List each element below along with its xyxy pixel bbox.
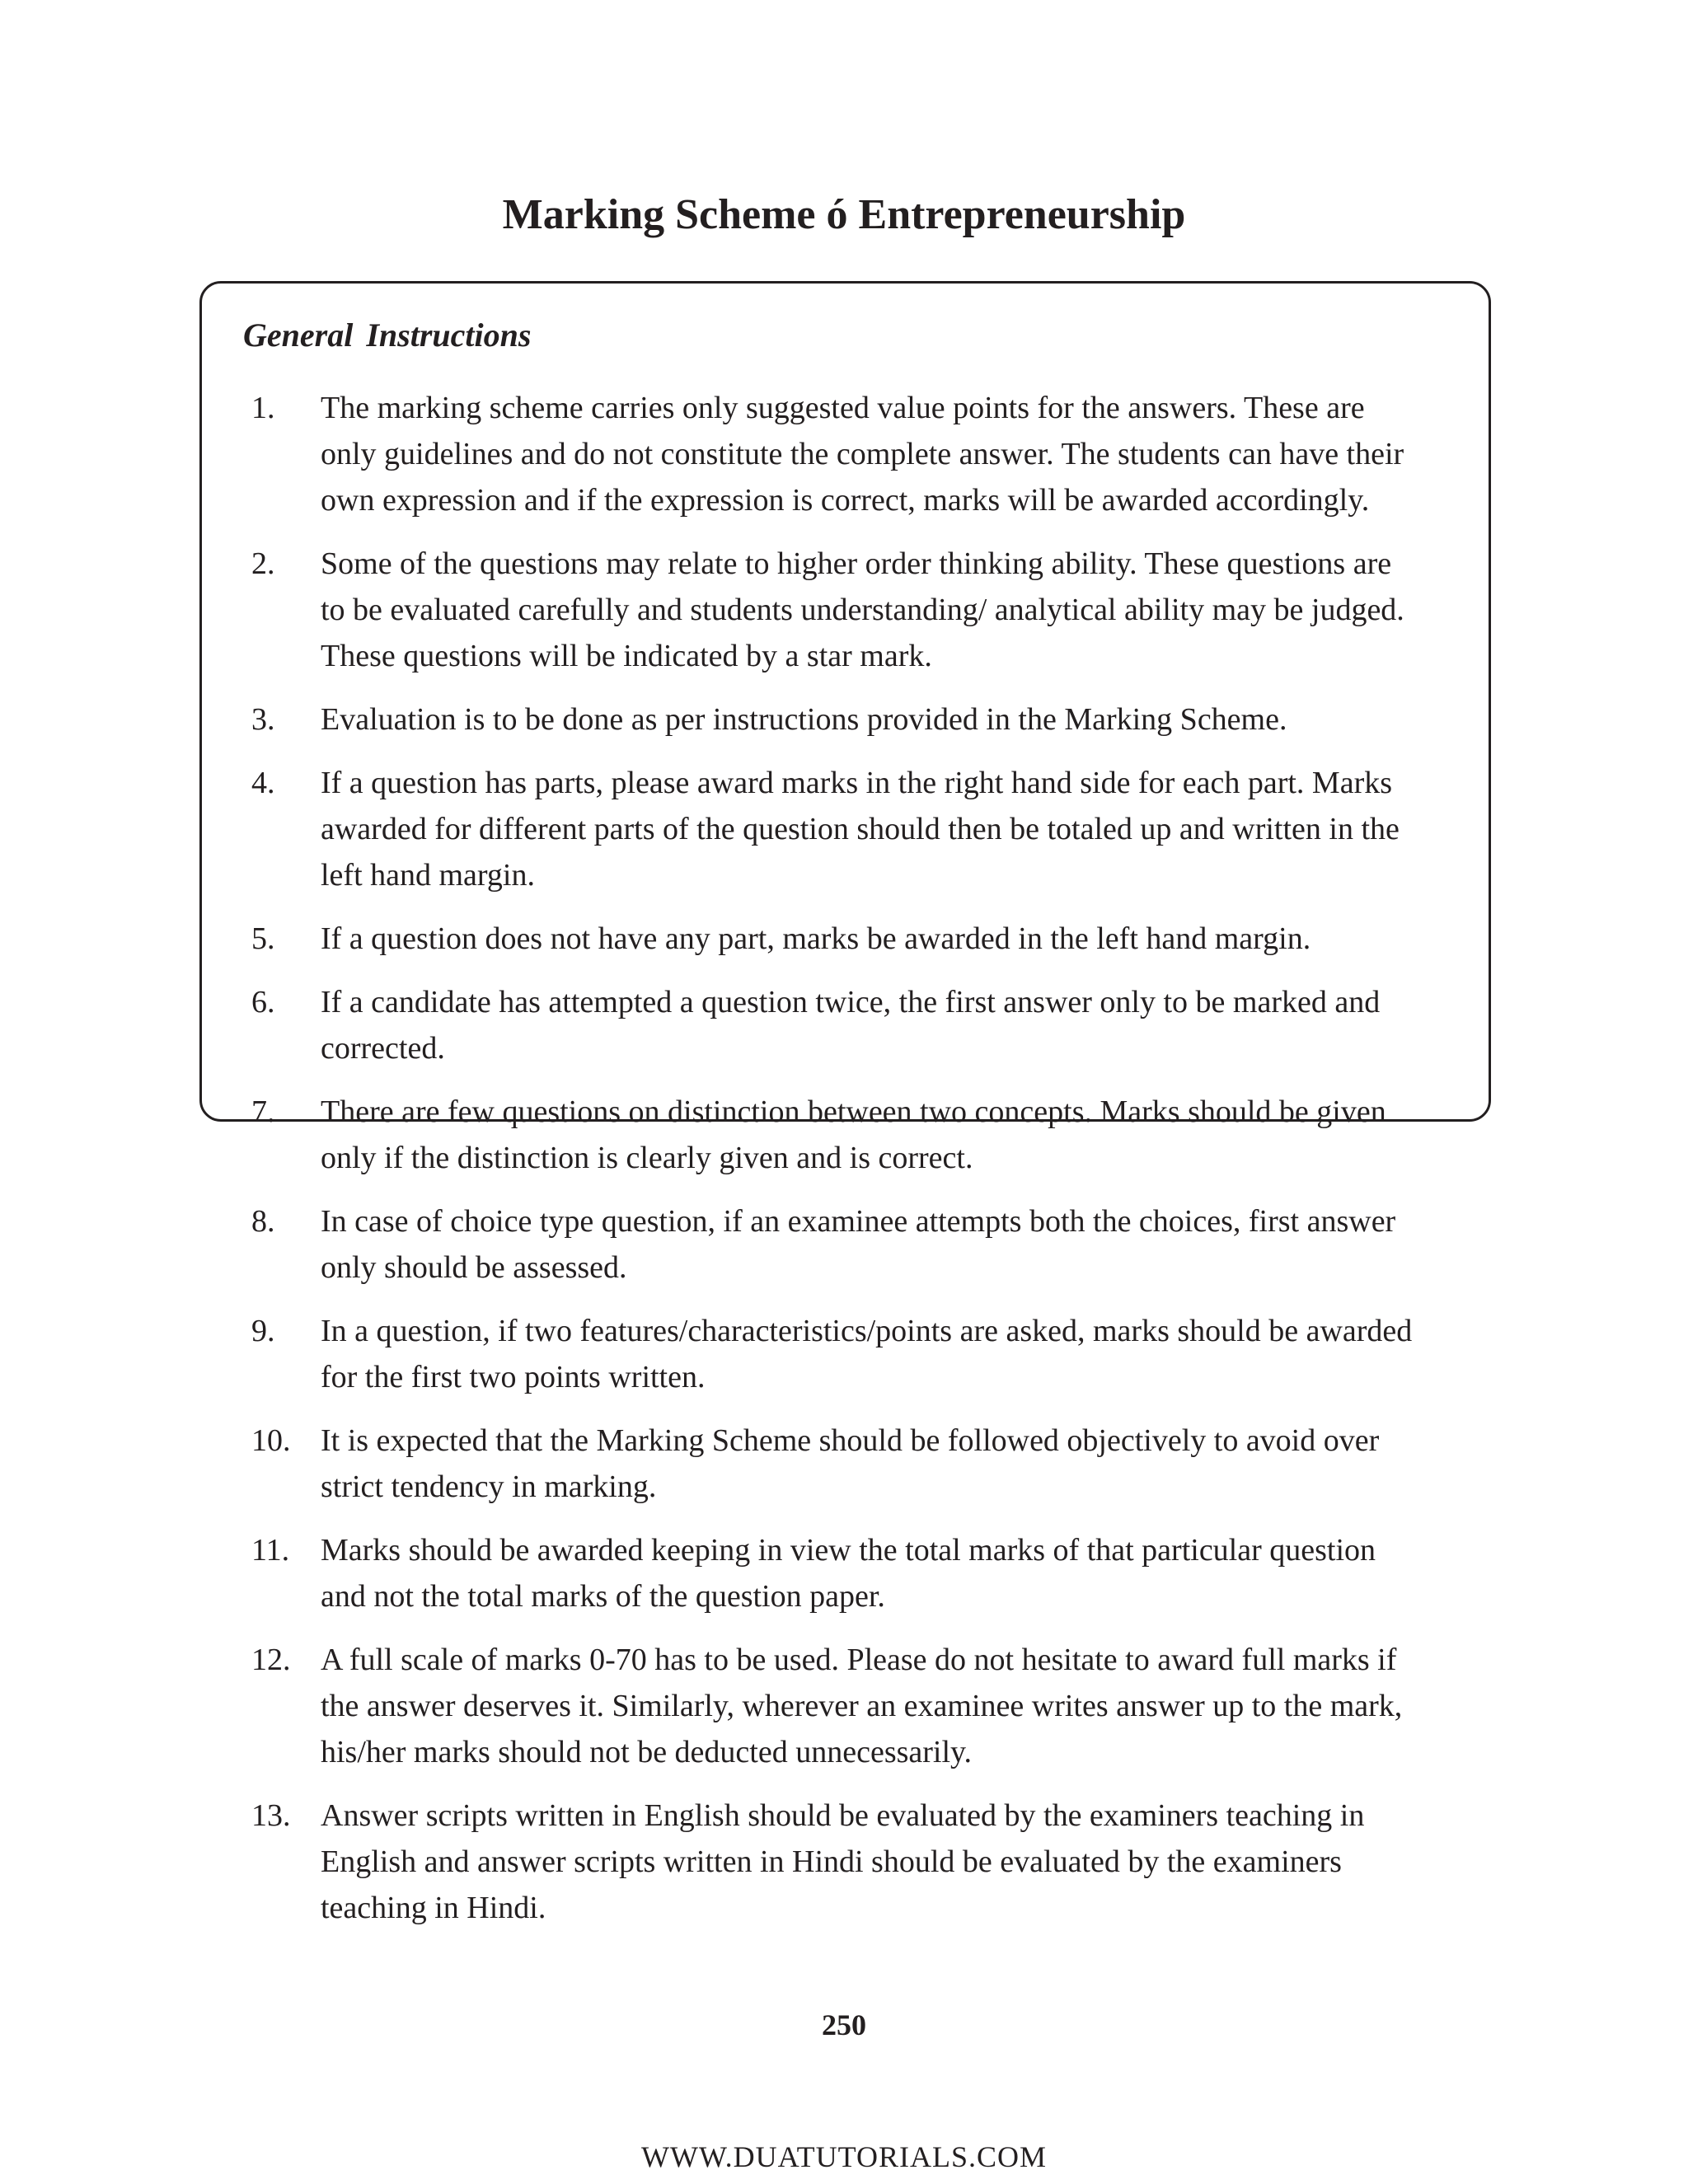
instruction-number: 9. — [251, 1314, 275, 1348]
instruction-text: There are few questions on distinction between two concepts. Marks should be given only if the distinction is clearly given and is correct. — [321, 1094, 1386, 1175]
instruction-item — [202, 1418, 1489, 1510]
instruction-number: 3. — [251, 702, 275, 737]
instruction-item — [202, 385, 1489, 523]
section-heading: General Instructions — [243, 316, 532, 354]
instruction-text: In case of choice type question, if an examinee attempts both the choices, first answer only should be assessed. — [321, 1204, 1396, 1285]
instruction-number: 8. — [251, 1204, 275, 1239]
page-number: 250 — [822, 2008, 866, 2041]
instruction-number: 6. — [251, 985, 275, 1019]
instruction-item — [202, 1089, 1489, 1181]
instruction-text: The marking scheme carries only suggested value points for the answers. These are only guidelines and do not constitute the complete answer. The students can have their own expression and if the expression is correct, marks will be awarded accordingly. — [321, 391, 1404, 518]
footer-url: WWW.DUATUTORIALS.COM — [641, 2140, 1047, 2173]
instruction-number: 12. — [251, 1643, 291, 1677]
instruction-item — [202, 1198, 1489, 1291]
instruction-item — [202, 1527, 1489, 1619]
instruction-item — [202, 760, 1489, 898]
instruction-item — [202, 1637, 1489, 1775]
instruction-number: 11. — [251, 1533, 290, 1568]
instructions-box — [199, 281, 1491, 1925]
instruction-item — [202, 916, 1489, 962]
instruction-number: 2. — [251, 546, 275, 581]
instruction-item — [202, 1308, 1489, 1400]
instruction-item — [202, 1793, 1489, 1931]
instruction-number: 5. — [251, 921, 275, 956]
instruction-item — [202, 696, 1489, 743]
instruction-number: 10. — [251, 1423, 291, 1458]
page-title: Marking Scheme ó Entrepreneurship — [502, 191, 1186, 238]
instruction-number: 1. — [251, 391, 275, 425]
instruction-text: If a question does not have any part, marks be awarded in the left hand margin. — [321, 921, 1311, 956]
instruction-text: Evaluation is to be done as per instructions provided in the Marking Scheme. — [321, 702, 1287, 737]
instruction-text: In a question, if two features/characteristics/points are asked, marks should be awarded for the first two points written. — [321, 1314, 1413, 1394]
instruction-text: Answer scripts written in English should be evaluated by the examiners teaching in English and answer scripts written in Hindi should be evaluated by the examiners teaching in Hindi. — [321, 1798, 1365, 1925]
instruction-item — [202, 541, 1489, 679]
instruction-item — [202, 979, 1489, 1071]
instruction-text: Marks should be awarded keeping in view the total marks of that particular question and not the total marks of the question paper. — [321, 1533, 1376, 1614]
instruction-text: If a question has parts, please award marks in the right hand side for each part. Marks awarded for different parts of the question should then be totaled up and written in the left hand margin. — [321, 766, 1400, 893]
instruction-number: 7. — [251, 1094, 275, 1129]
instruction-text: A full scale of marks 0-70 has to be used. Please do not hesitate to award full marks if the answer deserves it. Similarly, wherever an examinee writes answer up to the mark, his/her marks should not be deducted unnecessarily. — [321, 1643, 1403, 1769]
instruction-number: 13. — [251, 1798, 291, 1833]
instruction-list — [202, 385, 1489, 1948]
instruction-text: Some of the questions may relate to higher order thinking ability. These questions are to be evaluated carefully and students understanding/ analytical ability may be judged. These questions will be indicated by a star mark. — [321, 546, 1404, 673]
instruction-text: If a candidate has attempted a question twice, the first answer only to be marked and corrected. — [321, 985, 1381, 1066]
instruction-text: It is expected that the Marking Scheme should be followed objectively to avoid over strict tendency in marking. — [321, 1423, 1380, 1504]
instruction-number: 4. — [251, 766, 275, 800]
